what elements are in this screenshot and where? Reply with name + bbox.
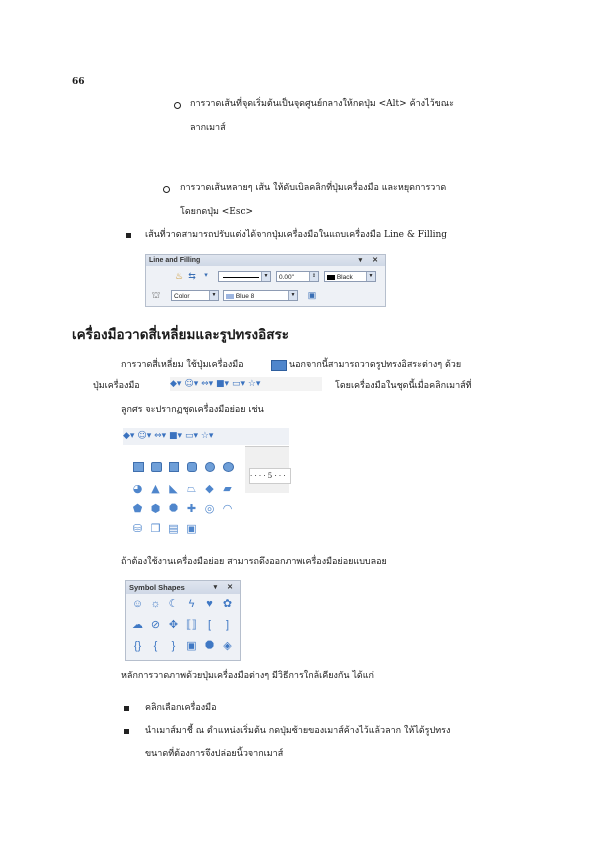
line-style-preview (223, 277, 259, 278)
shapes-toolbar (123, 428, 289, 445)
para1-line2-a: ปุ่มเครื่องมือ (93, 381, 140, 391)
symbol-shapes-toolbar (125, 580, 241, 661)
circle-bullet-icon (163, 186, 170, 193)
cloud-icon[interactable]: ☁ (132, 619, 143, 631)
heart-icon[interactable]: ♥ (206, 598, 213, 610)
toolbar-title: Symbol Shapes (129, 583, 185, 592)
basic-shapes-icon[interactable]: ◆▾ (123, 431, 135, 441)
right-triangle-icon[interactable]: ◣ (169, 482, 178, 495)
block-arrows-icon[interactable]: ⇔▾ (201, 379, 214, 389)
forbidden-icon[interactable]: ⊘ (150, 619, 161, 631)
circle-shape-icon[interactable] (205, 462, 215, 472)
line-width-value: 0.00" (279, 274, 294, 281)
spinner-icon[interactable]: ⇕ (309, 272, 318, 281)
toolbar-close-icon[interactable]: ▾ ✕ (358, 257, 382, 264)
left-brace-icon[interactable]: { (153, 640, 158, 652)
chevron-down-icon[interactable]: ▼ (366, 272, 375, 281)
square-bullet-icon (124, 729, 129, 734)
bullet-drag-line1: นำเมาส์มาชี้ ณ ตำแหน่งเริ่มต้น กดปุ่มซ้ายของเมาส์ค้างไว้แล้วลาก ให้ได้รูปทรง (145, 726, 451, 736)
para1-line1-b: นอกจากนี้สามารถวาดรูปทรงอิสระต่างๆ ด้วย (289, 360, 462, 370)
pie-shape-icon[interactable]: ◕ (132, 482, 143, 495)
moon-icon[interactable]: ☾ (168, 598, 179, 610)
area-color-select[interactable] (223, 290, 298, 301)
callouts-icon[interactable]: ▭▾ (184, 431, 198, 441)
cross-shape-icon[interactable]: ✚ (186, 502, 197, 515)
stars-icon[interactable]: ☆▾ (200, 431, 214, 441)
parallelogram-icon[interactable]: ▰ (223, 482, 232, 495)
page-number: 66 (72, 77, 85, 87)
shadow-icon[interactable]: ▣ (307, 290, 317, 300)
brace-pair-icon[interactable]: {} (133, 640, 142, 652)
frame-icon[interactable]: ▣ (186, 522, 197, 535)
color-swatch (226, 294, 234, 299)
right-brace-icon[interactable]: } (171, 640, 176, 652)
square-bevel-icon[interactable]: ▣ (186, 640, 197, 652)
dropdown-arrow-icon[interactable]: ▾ (204, 272, 208, 279)
block-arrows-icon[interactable]: ⇔▾ (154, 431, 167, 441)
square-shape-icon[interactable] (169, 462, 179, 472)
toolbar-title-bar[interactable] (146, 255, 385, 266)
chevron-down-icon[interactable]: ▼ (261, 272, 270, 281)
area-style-select[interactable] (171, 290, 219, 301)
sub-bullet-1-line1: การวาดเส้นที่จุดเริ่มต้นเป็นจุดศูนย์กลางให้กดปุ่ม <Alt> ค้างไว้ขณะ (190, 99, 454, 109)
octagon-icon[interactable]: ⯃ (169, 502, 178, 515)
pentagon-icon[interactable]: ⬟ (132, 502, 143, 515)
line-color-select[interactable] (324, 271, 376, 282)
square-bullet-icon (124, 706, 129, 711)
rounded-rectangle-icon[interactable] (151, 462, 162, 472)
symbol-shapes-icon[interactable]: ☺▾ (137, 431, 152, 441)
bullet-line-fill: เส้นที่วาดสามารถปรับแต่งได้จากปุ่มเครื่องมือในแถบเครื่องมือ Line & Filling (145, 230, 448, 240)
smiley-icon[interactable]: ☺ (131, 598, 144, 610)
flowchart-icon[interactable]: ■▾ (216, 379, 230, 389)
octagon-bevel-icon[interactable]: ⯃ (205, 640, 214, 652)
ring-shape-icon[interactable]: ◎ (204, 502, 215, 515)
lightning-icon[interactable]: ϟ (188, 598, 195, 610)
circle-bullet-icon (174, 102, 181, 109)
line-filling-toolbar (145, 254, 386, 307)
puzzle-icon[interactable]: ✥ (168, 619, 179, 631)
toolbar-title: Line and Filling (149, 257, 201, 264)
area-icon[interactable]: ⛫ (151, 290, 161, 300)
ruler: · · · · 5 · · · (249, 468, 291, 484)
ellipse-shape-icon[interactable] (223, 462, 234, 472)
bullet-drag-line2: ขนาดที่ต้องการจึงปล่อยนิ้วจากเมาส์ (145, 749, 284, 759)
para1-line2-b: โดยเครื่องมือในชุดนี้เมื่อคลิกเมาส์ที่ (335, 381, 472, 391)
styles-icon[interactable]: ♨ (174, 271, 184, 281)
section-heading: เครื่องมือวาดสี่เหลี่ยมและรูปทรงอิสระ (72, 327, 290, 343)
right-bracket-icon[interactable]: ] (225, 619, 230, 631)
line-width-spinner[interactable] (276, 271, 319, 282)
symbol-shapes-icon[interactable]: ☺▾ (184, 379, 199, 389)
bracket-pair-icon[interactable]: ⟦⟧ (186, 619, 197, 631)
block-arc-icon[interactable]: ◠ (222, 502, 233, 515)
trapezoid-icon[interactable]: ⏢ (187, 482, 196, 495)
rectangle-shape-icon[interactable] (133, 462, 144, 472)
line-color-value: Black (336, 274, 353, 281)
shapes-toolbar-inline (170, 377, 322, 391)
sun-icon[interactable]: ☼ (150, 598, 161, 610)
rounded-square-icon[interactable] (187, 462, 197, 472)
sub-bullet-1-line2: ลากเมาส์ (190, 123, 226, 133)
chevron-down-icon[interactable]: ▼ (288, 291, 297, 300)
folded-corner-icon[interactable]: ▤ (168, 522, 179, 535)
square-bullet-icon (126, 233, 131, 238)
triangle-shape-icon[interactable]: ▲ (151, 482, 160, 495)
bullet-click: คลิกเลือกเครื่องมือ (145, 703, 217, 713)
chevron-down-icon[interactable]: ▼ (209, 291, 218, 300)
callouts-icon[interactable]: ▭▾ (231, 379, 245, 389)
toolbar-close-icon[interactable]: ▾ ✕ (213, 584, 237, 591)
toolbar-title-bar[interactable] (126, 581, 240, 594)
para1-line1-a: การวาดสี่เหลี่ยม ใช้ปุ่มเครื่องมือ (121, 360, 244, 370)
para2: ถ้าต้องใช้งานเครื่องมือย่อย สามารถดึงออกภาพเครื่องมือย่อยแบบลอย (121, 557, 387, 567)
cylinder-icon[interactable]: ⛁ (132, 522, 143, 535)
left-bracket-icon[interactable]: [ (207, 619, 212, 631)
hexagon-icon[interactable]: ⬢ (150, 502, 161, 515)
diamond-shape-icon[interactable]: ◆ (205, 482, 214, 495)
sub-bullet-2-line1: การวาดเส้นหลายๆ เส้น ให้ดับเบิลคลิกที่ปุ่มเครื่องมือ และหยุดการวาด (180, 183, 447, 193)
area-style-value: Color (174, 293, 190, 300)
stars-icon[interactable]: ☆▾ (247, 379, 261, 389)
flower-icon[interactable]: ✿ (222, 598, 233, 610)
para1-line3: ลูกศร จะปรากฏชุดเครื่องมือย่อย เช่น (121, 405, 264, 415)
arrow-style-icon[interactable]: ⇆ (188, 271, 196, 281)
para3: หลักการวาดภาพด้วยปุ่มเครื่องมือต่างๆ มีวิธีการใกล้เคียงกัน ได้แก่ (121, 671, 375, 681)
basic-shapes-dropdown (123, 428, 289, 548)
sub-bullet-2-line2: โดยกดปุ่ม <Esc> (180, 207, 254, 217)
cube-icon[interactable]: ❒ (150, 522, 161, 535)
flowchart-icon[interactable]: ■▾ (169, 431, 183, 441)
color-swatch (327, 275, 335, 280)
basic-shapes-icon[interactable]: ◆▾ (170, 379, 182, 389)
line-style-select[interactable] (218, 271, 271, 282)
area-color-value: Blue 8 (235, 293, 255, 300)
diamond-bevel-icon[interactable]: ◈ (223, 640, 232, 652)
rectangle-tool-icon (271, 360, 287, 371)
